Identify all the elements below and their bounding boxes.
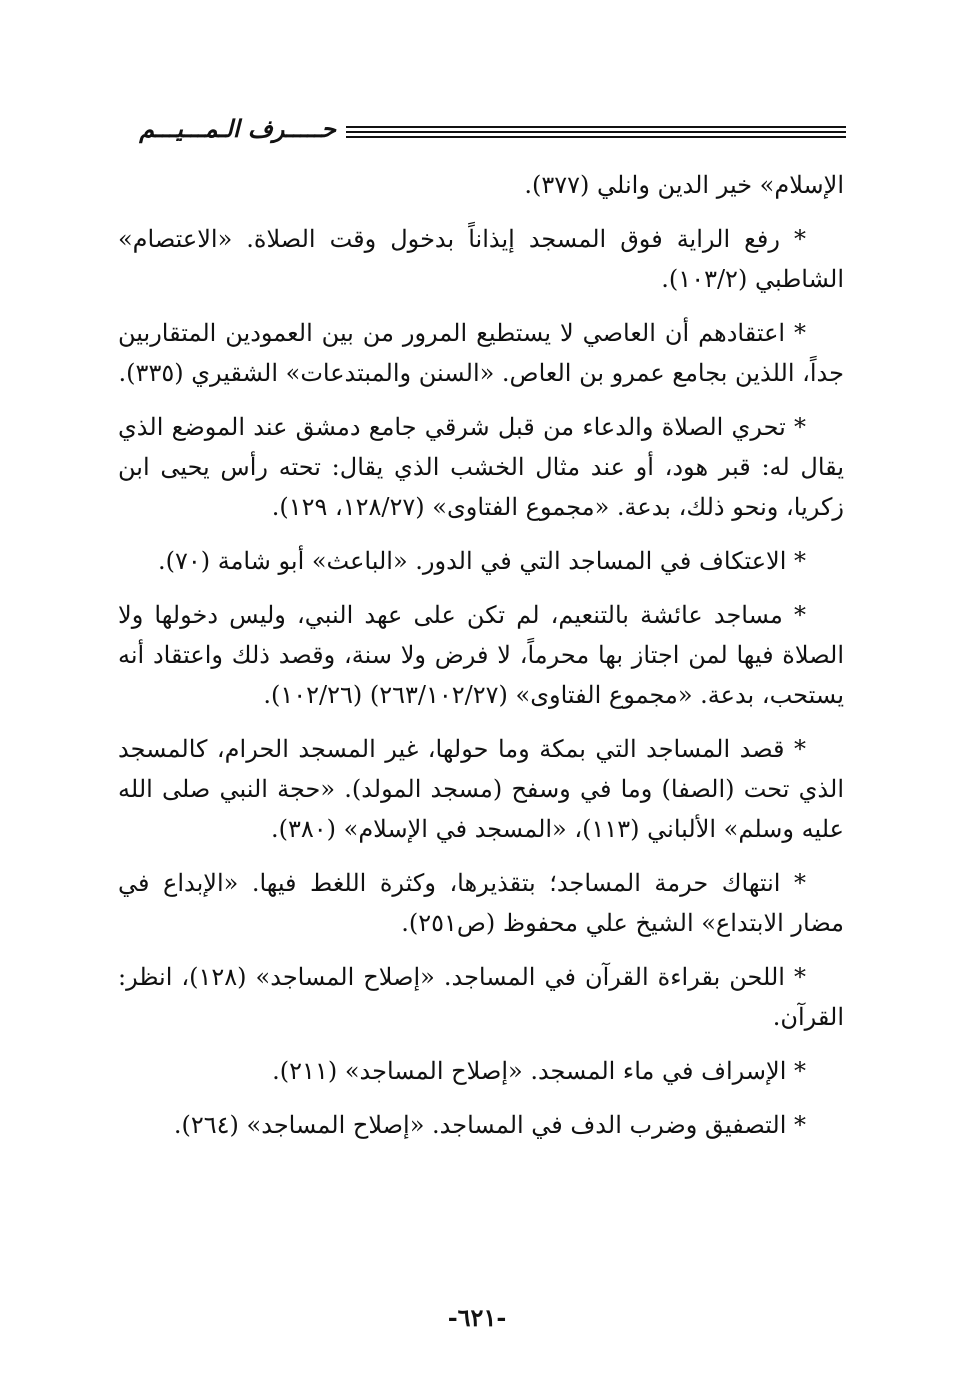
- page-number: -٦٢١-: [447, 1303, 507, 1332]
- entry-item: * الاعتكاف في المساجد التي في الدور. «الباعث» أبو شامة (٧٠).: [157, 547, 806, 575]
- header-rule-line: [346, 126, 846, 128]
- entry-item: * رفع الراية فوق المسجد إيذاناً بدخول وقت الصلاة. «الاعتصام» الشاطبي (١٠٣/٢).: [118, 225, 844, 293]
- entry-item: * قصد المساجد التي بمكة وما حولها، غير المسجد الحرام، كالمسجد الذي تحت (الصفا) وما في وسفح (مسجد المولد). «حجة النبي صلى الله عليه وسلم» الألباني (١١٣)، «المسجد في الإسلام» (٣٨٠).: [118, 735, 844, 843]
- entry-item: * انتهاك حرمة المساجد؛ بتقذيرها، وكثرة اللغط فيها. «الإبداع في مضار الابتداع» الشيخ علي محفوظ (ص٢٥١).: [118, 869, 844, 937]
- entry-item: * اعتقادهم أن العاصي لا يستطيع المرور من بين العمودين المتقاربين جداً، اللذين بجامع عمرو بن العاص. «السنن والمبتدعات» الشقيري (٣٣٥).: [118, 319, 844, 387]
- header-rule-lines: [346, 126, 846, 141]
- running-header: [118, 112, 846, 148]
- page-body: [118, 165, 844, 1159]
- entry-item: * الإسراف في ماء المسجد. «إصلاح المساجد» (٢١١).: [272, 1057, 806, 1085]
- entry-item: * التصفيق وضرب الدف في المساجد. «إصلاح المساجد» (٢٦٤).: [173, 1111, 806, 1139]
- entry-continuation: الإسلام» خير الدين وانلي (٣٧٧).: [524, 171, 844, 199]
- entry-item: * تحري الصلاة والدعاء من قبل شرقي جامع دمشق عند الموضع الذي يقال له: قبر هود، أو عند مثال الخشب الذي يقال: تحته رأس يحيى ابن زكريا، ونحو ذلك، بدعة. «مجموع الفتاوى» (١٢٨/٢٧، ١٢٩).: [118, 413, 845, 521]
- header-rule-line: [346, 136, 846, 138]
- header-rule-line: [346, 131, 846, 133]
- entry-item: * مساجد عائشة بالتنعيم، لم تكن على عهد النبي، وليس دخولها ولا الصلاة فيها لمن اجتاز بها محرماً، لا فرض ولا سنة، وقصد ذلك واعتقاد أنه يستحب، بدعة. «مجموع الفتاوى» (٢٦٣/١٠٢/٢٧) (١٠٢/٢٦).: [118, 601, 844, 709]
- entry-item: * اللحن بقراءة القرآن في المساجد. «إصلاح المساجد» (١٢٨)، انظر: القرآن.: [118, 963, 844, 1031]
- header-title: حـــــرف الـمـــيـــم: [139, 114, 336, 143]
